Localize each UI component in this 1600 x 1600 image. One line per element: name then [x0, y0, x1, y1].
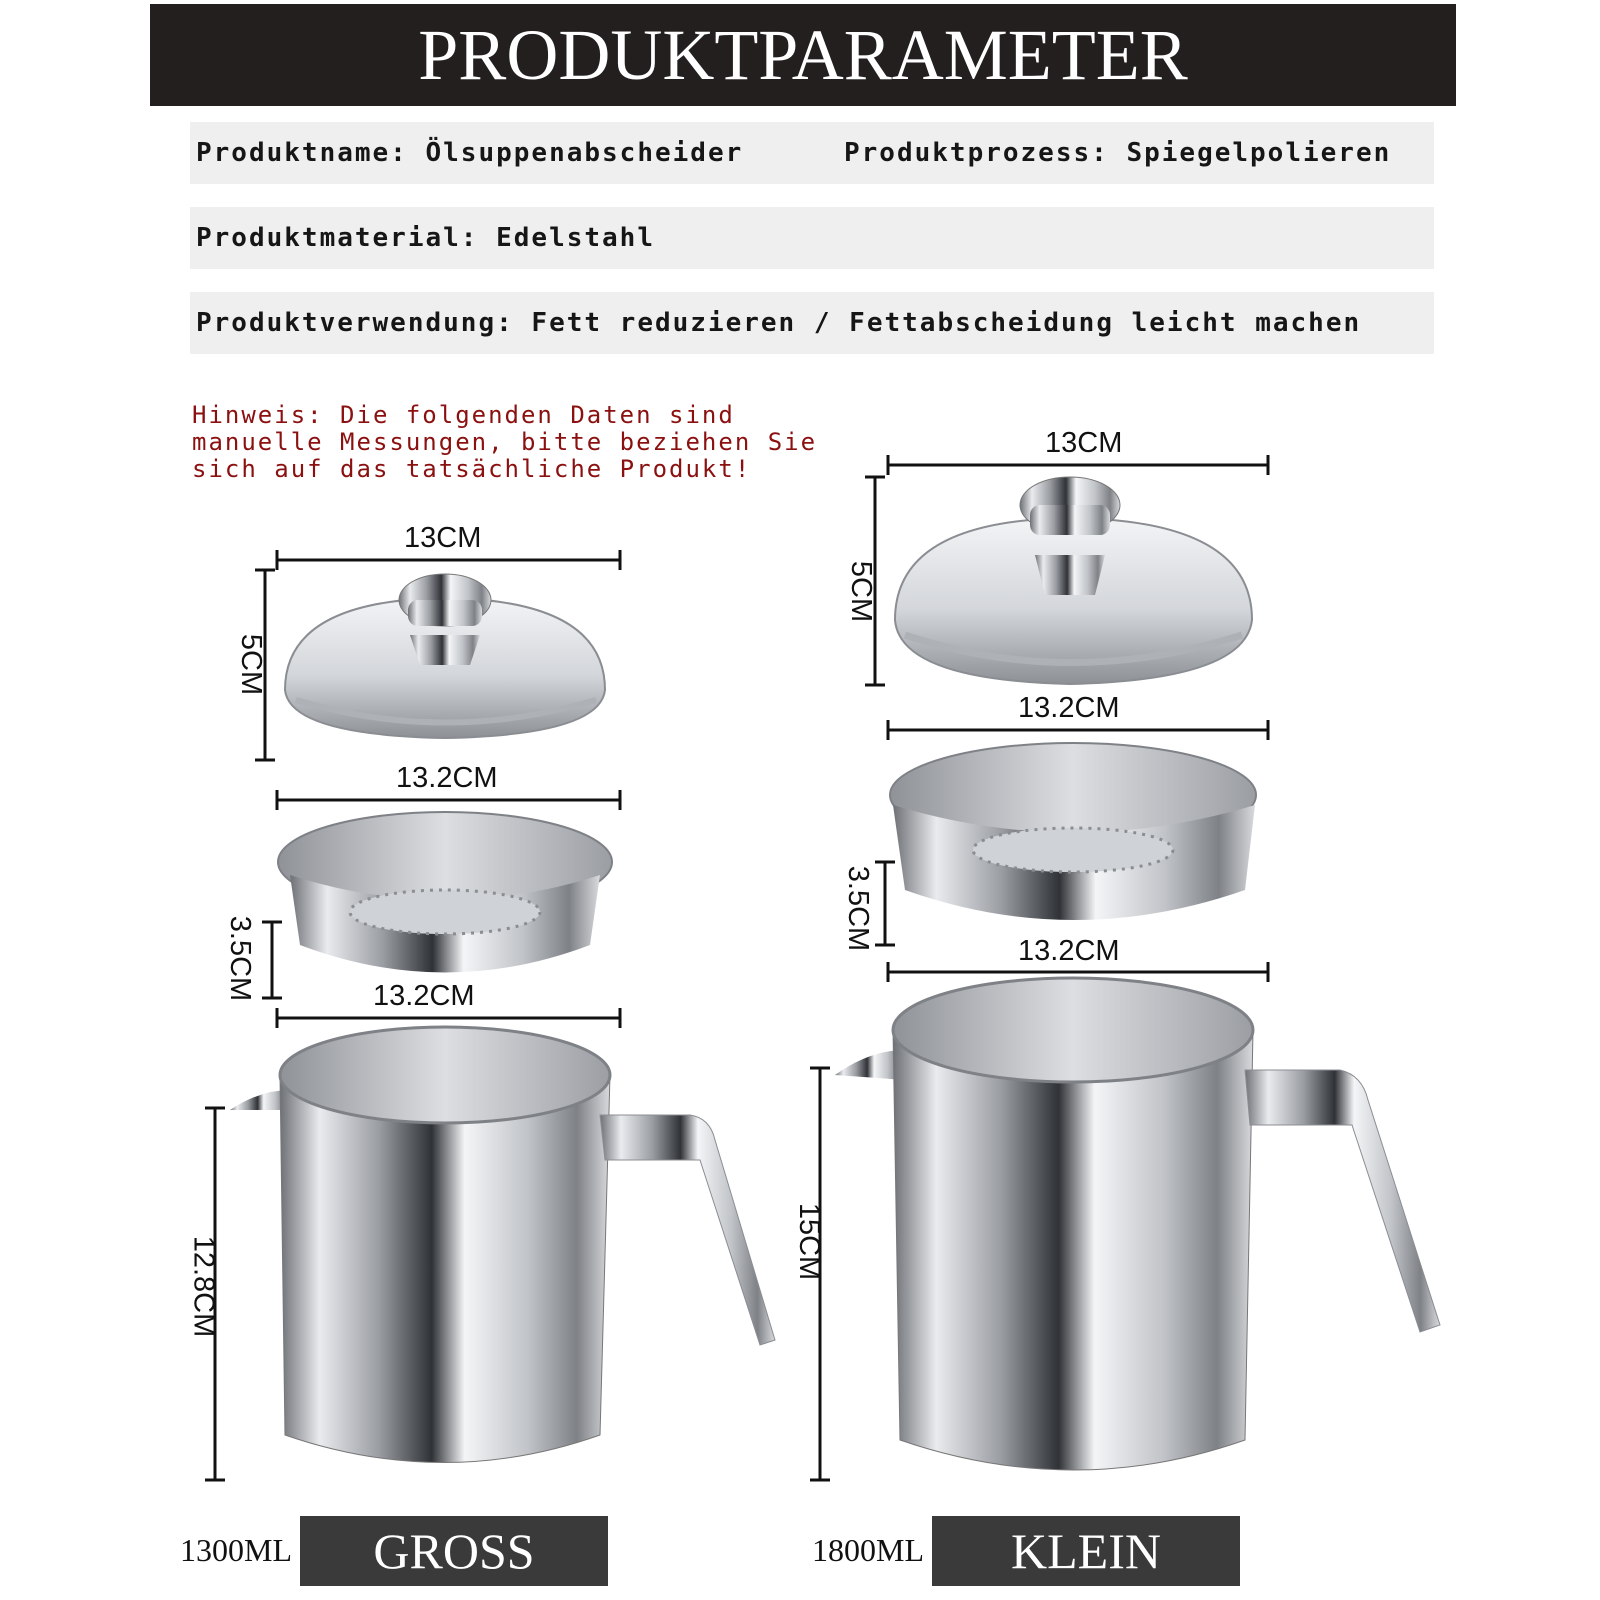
right-lid-width-label: 13CM	[1045, 427, 1123, 459]
left-strainer-height-label: 3.5CM	[224, 915, 257, 1002]
left-strainer	[278, 812, 612, 973]
left-lid	[285, 574, 605, 738]
right-volume-label: 1800ML	[812, 1532, 924, 1568]
product-material: Produktmaterial: Edelstahl	[196, 223, 655, 253]
right-pot	[835, 978, 1440, 1470]
right-strainer-width-label: 13.2CM	[1018, 692, 1120, 724]
product-process: Produktprozess: Spiegelpolieren	[844, 138, 1392, 168]
right-lid	[895, 477, 1252, 684]
product-usage: Produktverwendung: Fett reduzieren / Fettabscheidung leicht machen	[196, 308, 1362, 338]
right-lid-height-label: 5CM	[845, 560, 878, 623]
left-strainer-width-label: 13.2CM	[396, 762, 498, 794]
left-lid-width-label: 13CM	[404, 522, 482, 554]
left-lid-height-label: 5CM	[235, 633, 268, 696]
note-line-1: Hinweis: Die folgenden Daten sind	[192, 401, 735, 429]
product-name: Produktname: Ölsuppenabscheider	[196, 138, 744, 168]
right-strainer-height-label: 3.5CM	[842, 865, 875, 952]
left-volume-label: 1300ML	[180, 1532, 292, 1568]
left-pot-height-label: 12.8CM	[187, 1235, 220, 1338]
page-title: PRODUKTPARAMETER	[418, 15, 1188, 95]
right-strainer	[890, 743, 1256, 920]
right-pot-height-label: 15CM	[793, 1202, 826, 1281]
right-size-badge: KLEIN	[932, 1516, 1240, 1586]
right-pot-width-label: 13.2CM	[1018, 935, 1120, 967]
note-line-3: sich auf das tatsächliche Produkt!	[192, 455, 752, 483]
left-size-badge: GROSS	[300, 1516, 608, 1586]
left-pot-width-label: 13.2CM	[373, 980, 475, 1012]
note-line-2: manuelle Messungen, bitte beziehen Sie	[192, 428, 818, 456]
left-pot	[230, 1027, 775, 1463]
